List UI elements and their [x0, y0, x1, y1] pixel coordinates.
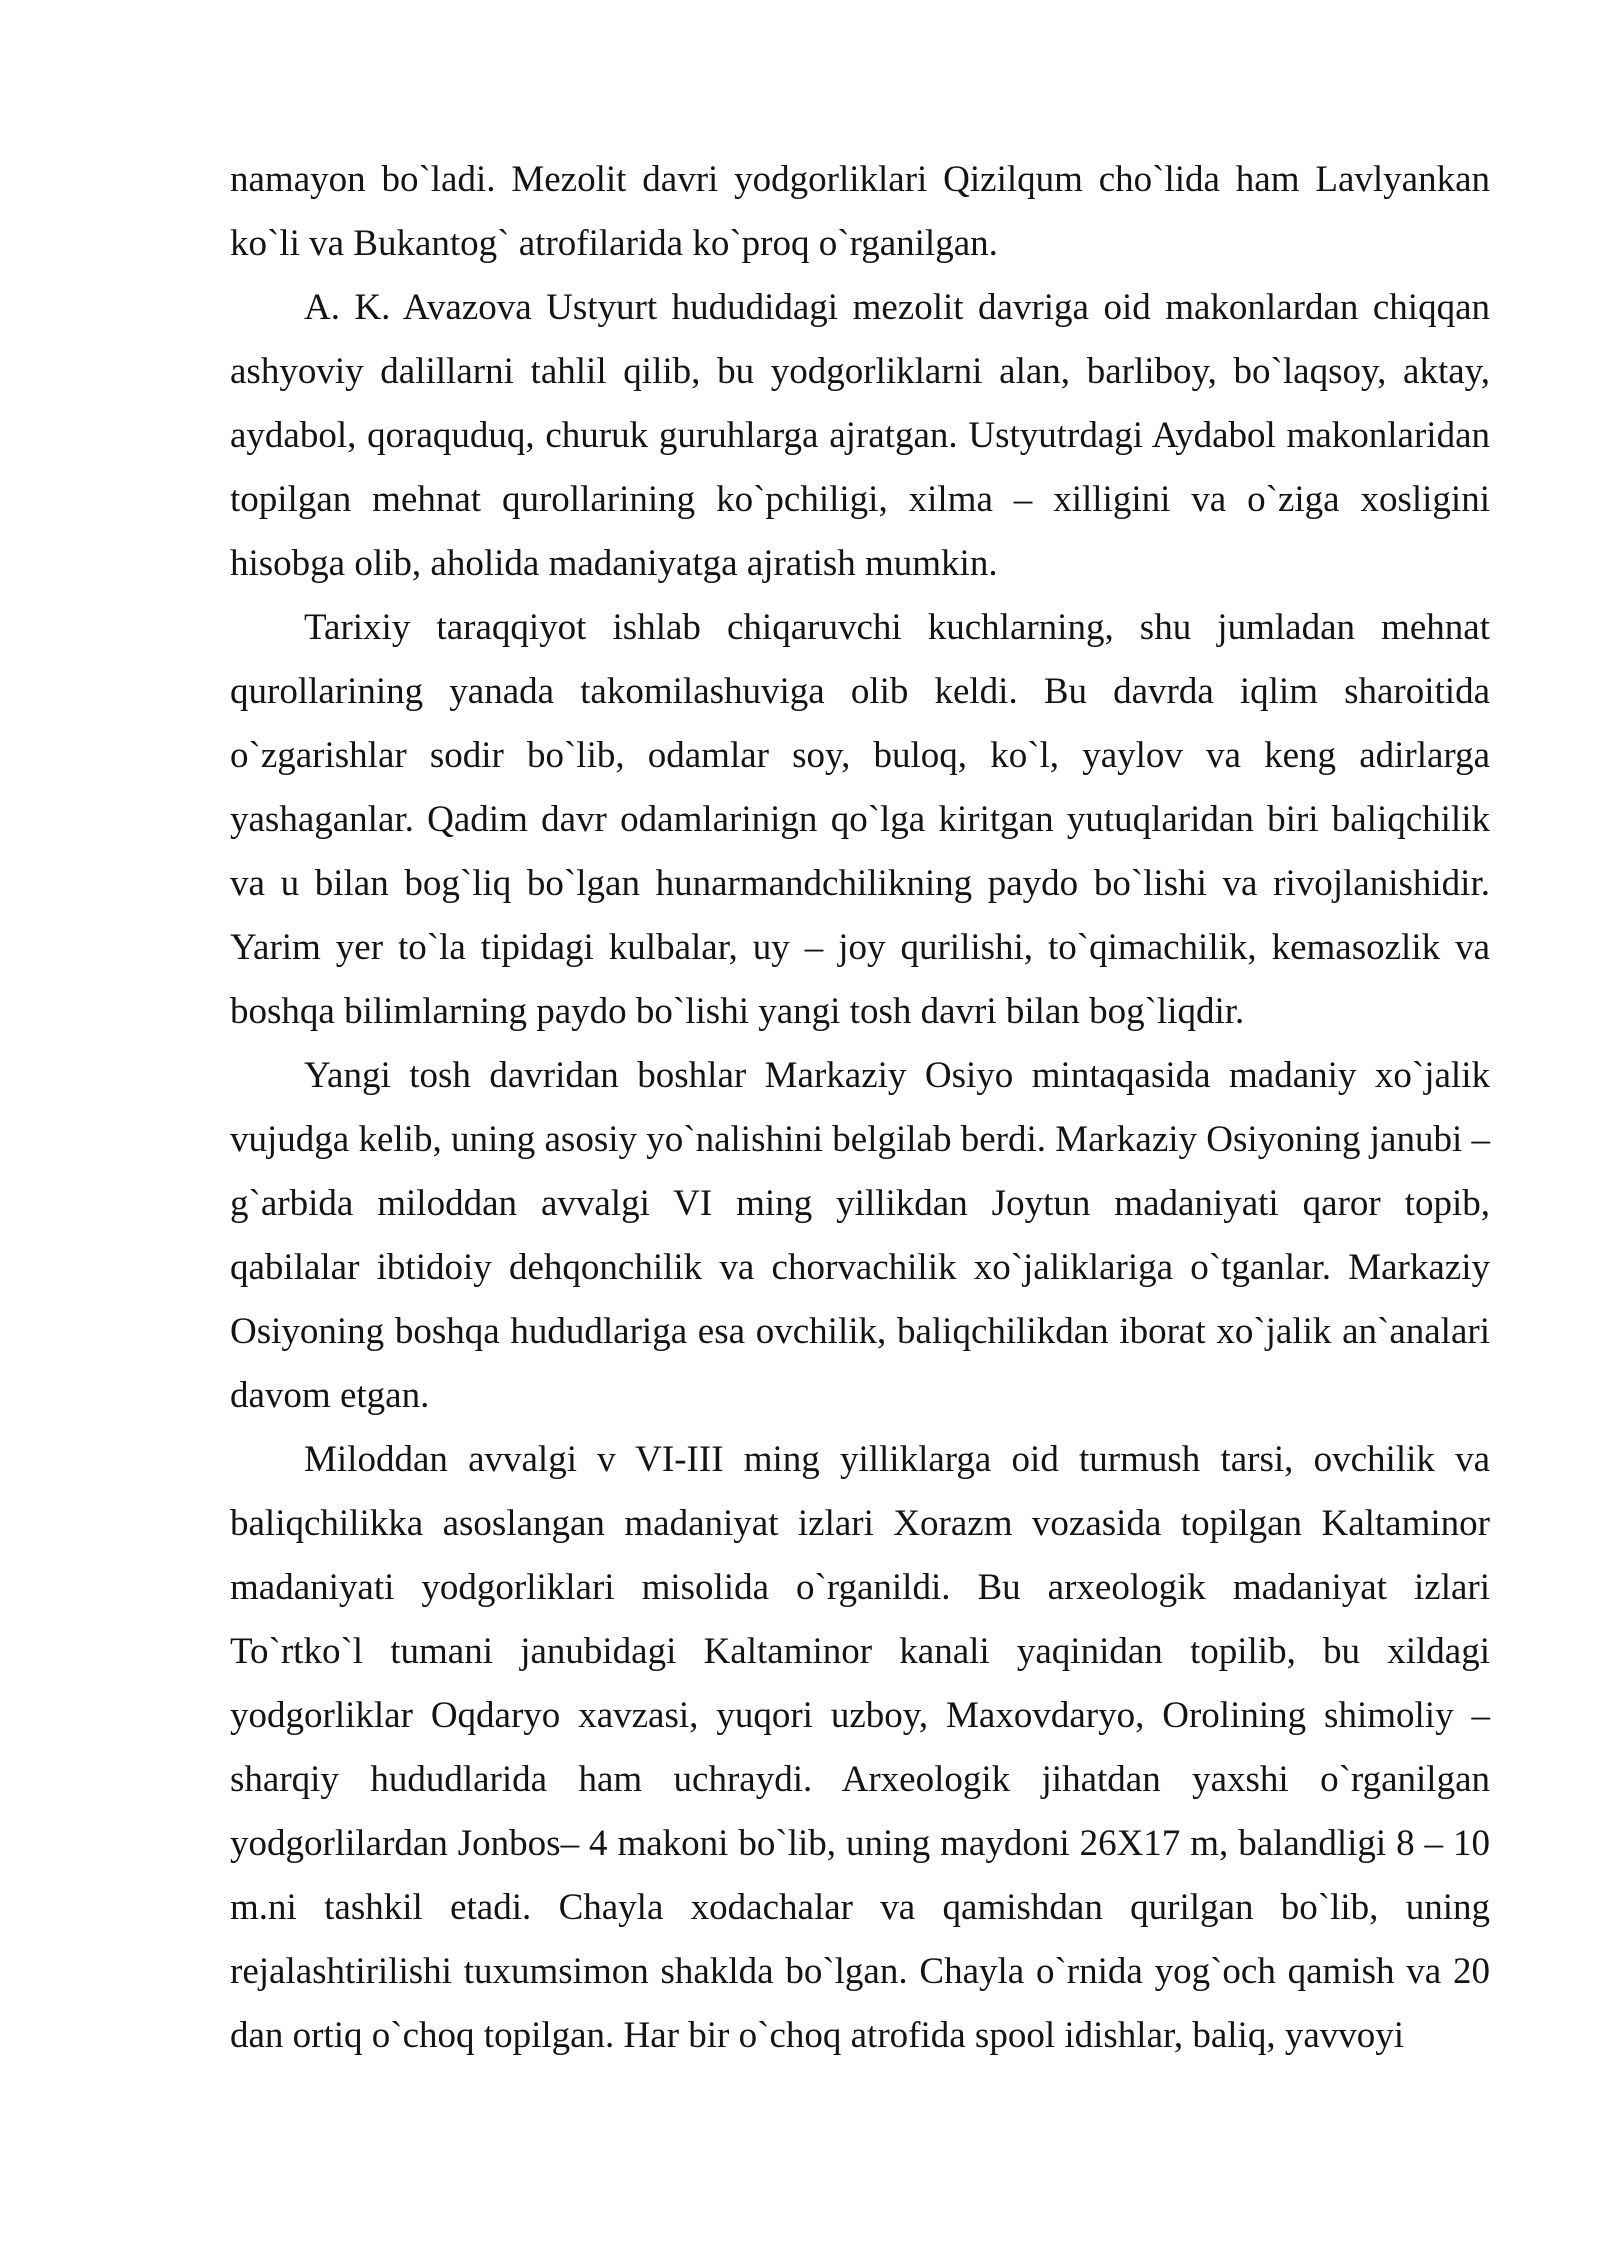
- body-paragraph-avazova: A. K. Avazova Ustyurt hududidagi mezolit davriga oid makonlardan chiqqan ashyoviy dalillarni tahlil qilib, bu yodgorliklarni alan, barliboy, bo`laqsoy, aktay, aydabol, qoraquduq, churuk guruhlarga ajratgan. Ustyutrdagi Aydabol makonlaridan topilgan mehnat qurollarining ko`pchiligi, xilma – xilligini va o`ziga xosligini hisobga olib, aholida madaniyatga ajratish mumkin.: [230, 287, 1490, 584]
- body-paragraph-tarixiy: Tarixiy taraqqiyot ishlab chiqaruvchi kuchlarning, shu jumladan mehnat qurollarining yanada takomilashuviga olib keldi. Bu davrda iqlim sharoitida o`zgarishlar sodir bo`lib, odamlar soy, buloq, ko`l, yaylov va keng adirlarga yashaganlar. Qadim davr odamlarinign qo`lga kiritgan yutuqlaridan biri baliqchilik va u bilan bog`liq bo`lgan hunarmandchilikning paydo bo`lishi va rivojlanishidir. Yarim yer to`la tipidagi kulbalar, uy – joy qurilishi, to`qimachilik, kemasozlik va boshqa bilimlarning paydo bo`lishi yangi tosh davri bilan bog`liqdir.: [230, 607, 1490, 1032]
- body-paragraph-yangi-tosh: Yangi tosh davridan boshlar Markaziy Osiyo mintaqasida madaniy xo`jalik vujudga kelib, uning asosiy yo`nalishini belgilab berdi. Markaziy Osiyoning janubi – g`arbida miloddan avvalgi VI ming yillikdan Joytun madaniyati qaror topib, qabilalar ibtidoiy dehqonchilik va chorvachilik xo`jaliklariga o`tganlar. Markaziy Osiyoning boshqa hududlariga esa ovchilik, baliqchilikdan iborat xo`jalik an`analari davom etgan.: [230, 1055, 1490, 1416]
- body-paragraph-miloddan: Miloddan avvalgi v VI-III ming yilliklarga oid turmush tarsi, ovchilik va baliqchilikka asoslangan madaniyat izlari Xorazm vozasida topilgan Kaltaminor madaniyati yodgorliklari misolida o`rganildi. Bu arxeologik madaniyat izlari To`rtko`l tumani janubidagi Kaltaminor kanali yaqinidan topilib, bu xildagi yodgorliklar Oqdaryo xavzasi, yuqori uzboy, Maxovdaryo, Orolining shimoliy – sharqiy hududlarida ham uchraydi. Arxeologik jihatdan yaxshi o`rganilgan yodgorlilardan Jonbos– 4 makoni bo`lib, uning maydoni 26X17 m, balandligi 8 – 10 m.ni tashkil etadi. Chayla xodachalar va qamishdan qurilgan bo`lib, uning rejalashtirilishi tuxumsimon shaklda bo`lgan. Chayla o`rnida yog`och qamish va 20 dan ortiq o`choq topilgan. Har bir o`choq atrofida spool idishlar, baliq, yavvoyi: [230, 1439, 1490, 2056]
- document-body: [230, 148, 1490, 2068]
- body-paragraph-continuation: namayon bo`ladi. Mezolit davri yodgorliklari Qizilqum cho`lida ham Lavlyankan ko`li va Bukantog` atrofilarida ko`proq o`rganilgan.: [230, 159, 1490, 264]
